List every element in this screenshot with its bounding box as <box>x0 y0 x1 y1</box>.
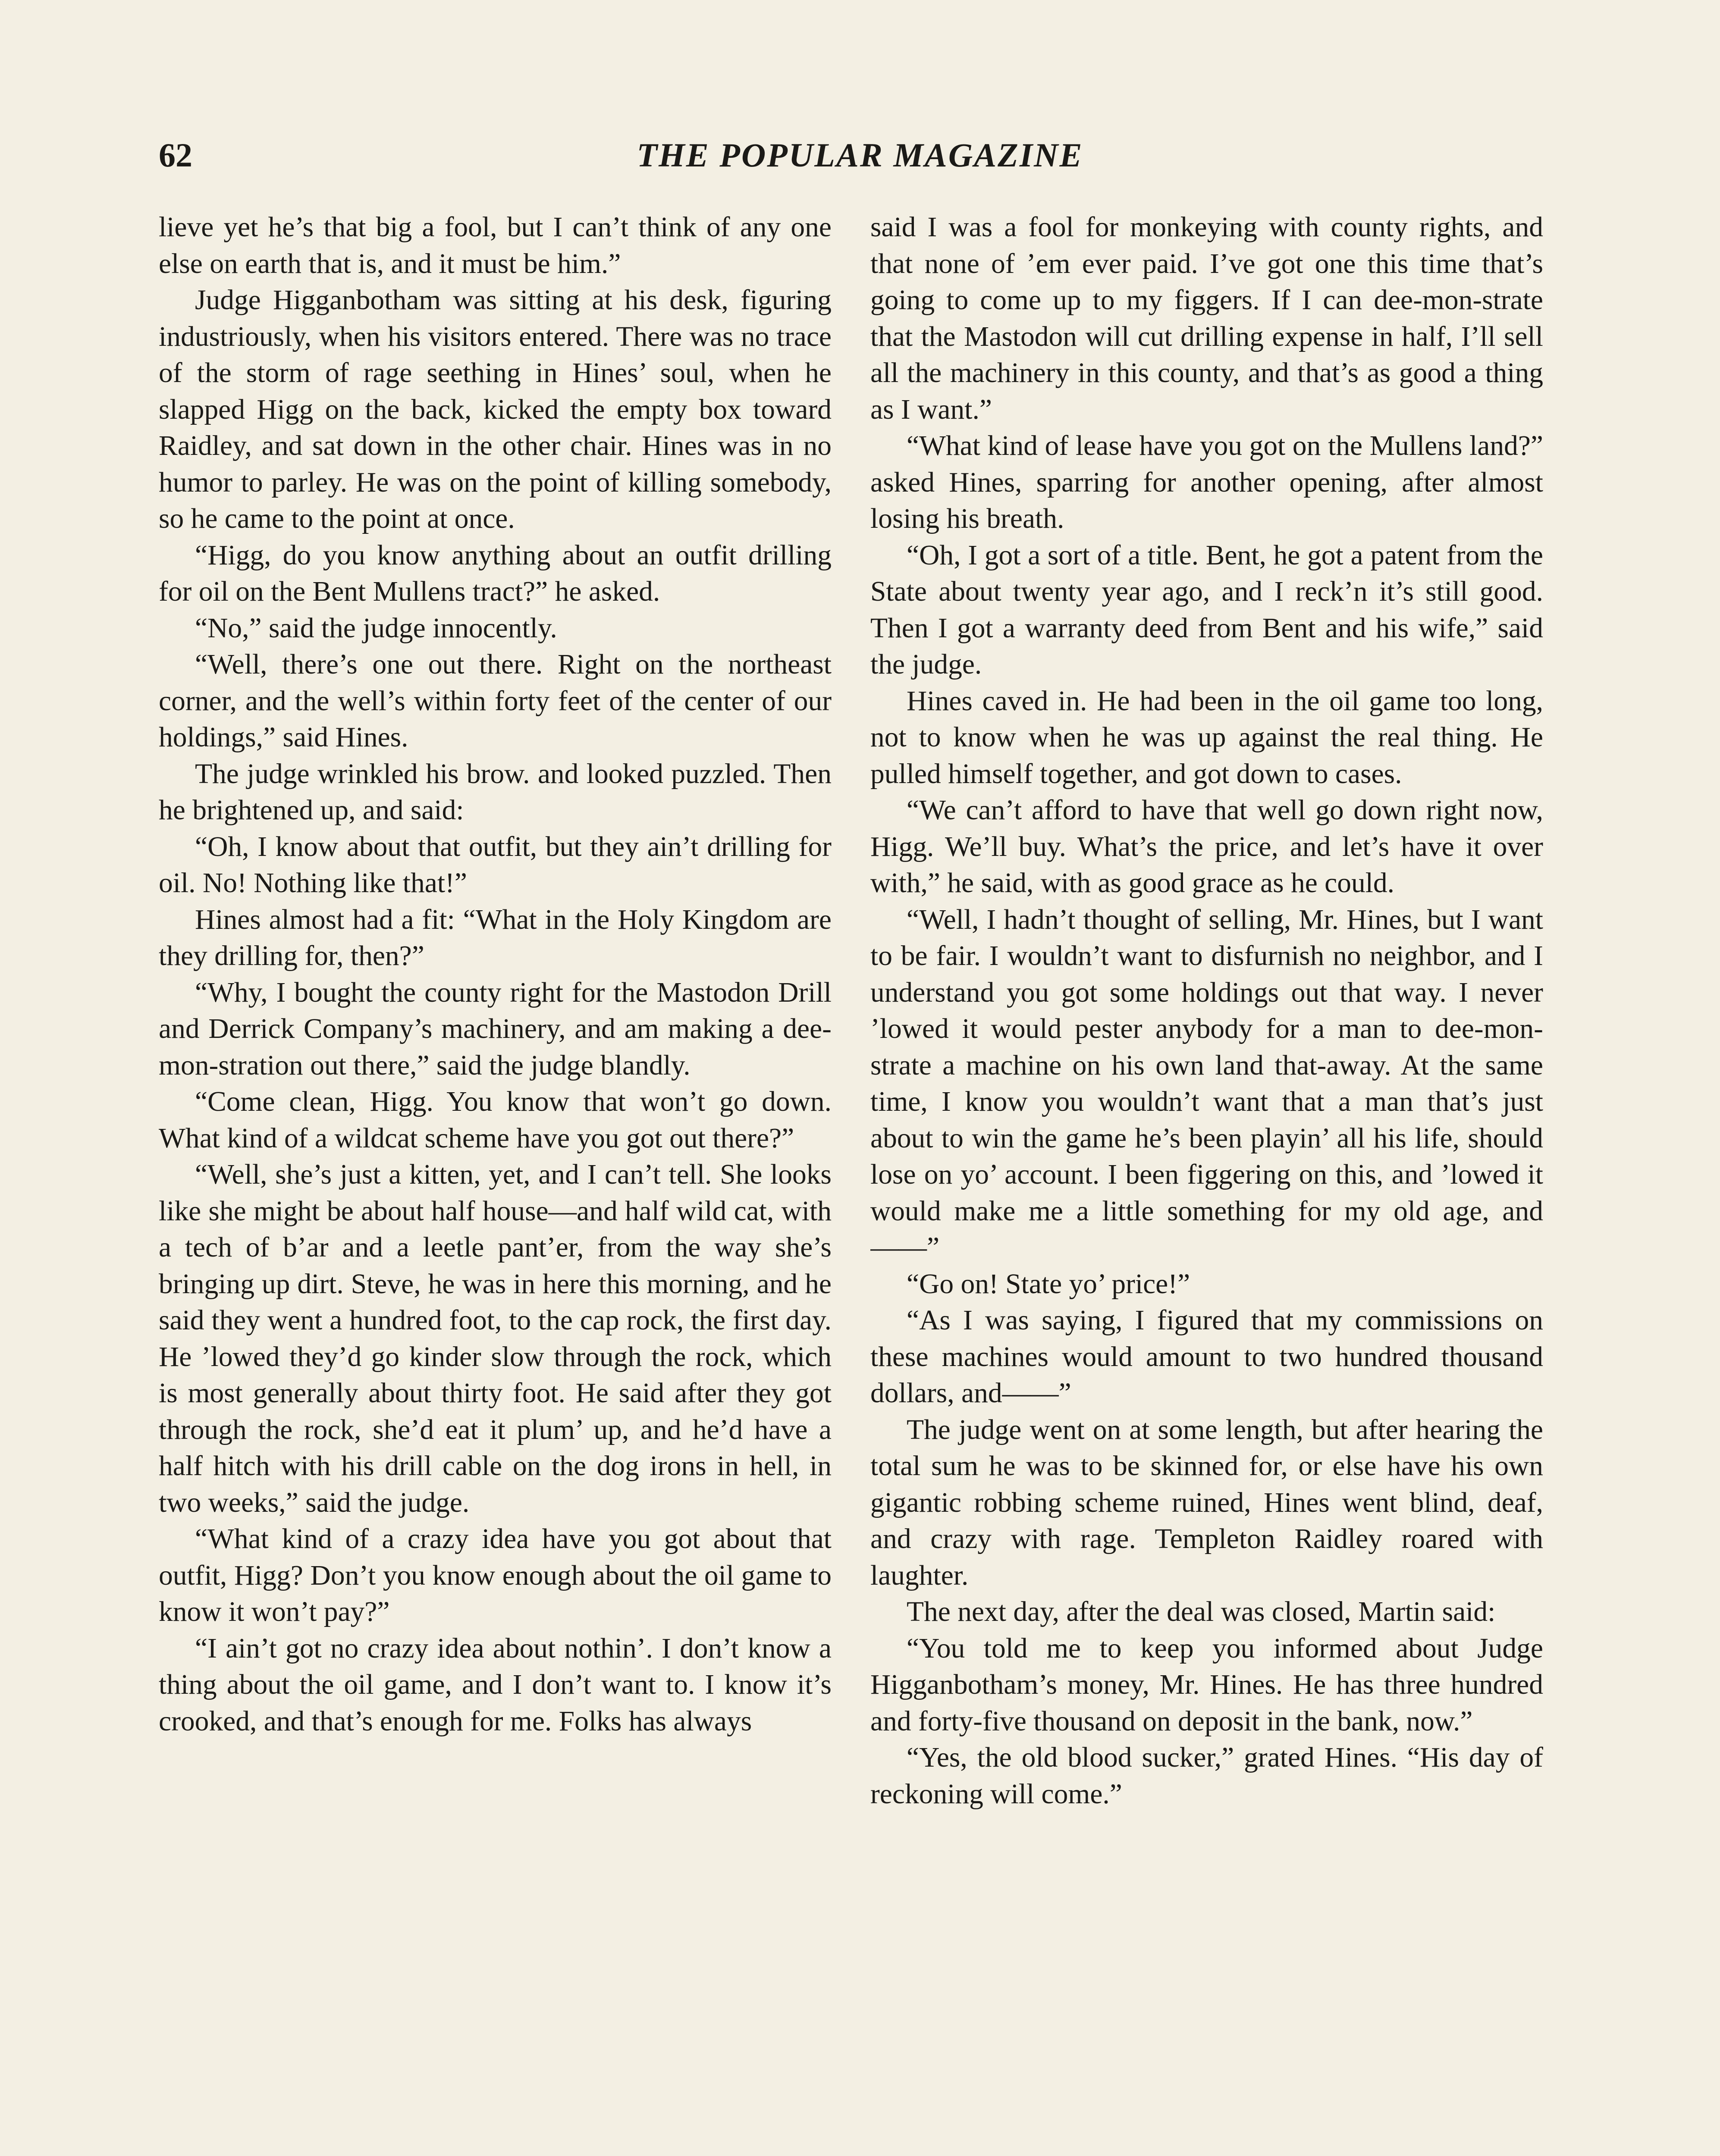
paragraph: “No,” said the judge innocently. <box>195 612 557 644</box>
paragraph: “Yes, the old blood sucker,” grated Hines. “His day of reckoning will come.” <box>870 1742 1543 1810</box>
paragraph: lieve yet he’s that big a fool, but I can’t think of any one else on earth that is, and it must be him.” <box>159 212 832 279</box>
paragraph: “Why, I bought the county right for the Mastodon Drill and Derrick Company’s machinery, and am making a dee-mon-stration out there,” said the judge blandly. <box>159 977 832 1081</box>
paragraph: “Oh, I know about that outfit, but they ain’t drilling for oil. No! Nothing like that!” <box>159 831 832 899</box>
page-header <box>0 129 1720 181</box>
paragraph: “What kind of a crazy idea have you got about that outfit, Higg? Don’t you know enough about the oil game to know it won’t pay?” <box>159 1523 832 1627</box>
right-column <box>870 209 1543 2156</box>
paragraph: “Go on! State yo’ price!” <box>907 1268 1190 1300</box>
paragraph: Hines almost had a fit: “What in the Holy Kingdom are they drilling for, then?” <box>159 904 832 971</box>
paragraph: “Higg, do you know anything about an outfit drilling for oil on the Bent Mullens tract?” he asked. <box>159 539 832 607</box>
paragraph: “You told me to keep you informed about Judge Higganbotham’s money, Mr. Hines. He has three hundred and forty-five thousand on deposit in the bank, now.” <box>870 1633 1543 1737</box>
paragraph: Hines caved in. He had been in the oil game too long, not to know when he was up against the real thing. He pulled himself together, and got down to cases. <box>870 685 1543 790</box>
paragraph: “Well, there’s one out there. Right on the northeast corner, and the well’s within forty feet of the center of our holdings,” said Hines. <box>159 649 832 753</box>
running-title: THE POPULAR MAGAZINE <box>637 136 1083 174</box>
paragraph: “Come clean, Higg. You know that won’t go down. What kind of a wildcat scheme have you got out there?” <box>159 1086 832 1154</box>
paragraph: “I ain’t got no crazy idea about nothin’. I don’t know a thing about the oil game, and I don’t want to. I know it’s crooked, and that’s enough for me. Folks has always <box>159 1633 832 1737</box>
paragraph: Judge Higganbotham was sitting at his desk, figuring industriously, when his visitors entered. There was no trace of the storm of rage seething in Hines’ soul, when he slapped Higg on the back, kicked the empty box toward Raidley, and sat down in the other chair. Hines was in no humor to parley. He was on the point of killing somebody, so he came to the point at once. <box>159 285 832 534</box>
paragraph: “We can’t afford to have that well go down right now, Higg. We’ll buy. What’s the price, and let’s have it over with,” he said, with as good grace as he could. <box>870 795 1543 899</box>
paragraph: said I was a fool for monkeying with county rights, and that none of ’em ever paid. I’ve got one this time that’s going to come up to my figgers. If I can dee-mon-strate that the Mastodon will cut drilling expense in half, I’ll sell all the machinery in this county, and that’s as good a thing as I want.” <box>870 212 1543 425</box>
paragraph: The judge went on at some length, but after hearing the total sum he was to be skinned for, or else have his own gigantic robbing scheme ruined, Hines went blind, deaf, and crazy with rage. Templeton Raidley roared with laughter. <box>870 1414 1543 1591</box>
paragraph: “What kind of lease have you got on the Mullens land?” asked Hines, sparring for another opening, after almost losing his breath. <box>870 430 1543 534</box>
paragraph: “Well, I hadn’t thought of selling, Mr. Hines, but I want to be fair. I wouldn’t want to disfurnish no neighbor, and I understand you got some holdings out that way. I never ’lowed it would pester anybody for a man to dee-mon-strate a machine on his own land that-away. At the same time, I know you wouldn’t want that a man that’s just about to win the game he’s been playin’ all his life, should lose on yo’ account. I been figgering on this, and ’lowed it would make me a little something for my old age, and——” <box>870 904 1543 1263</box>
left-column <box>159 209 832 2156</box>
paragraph: The judge wrinkled his brow. and looked puzzled. Then he brightened up, and said: <box>159 758 832 826</box>
paragraph: “Oh, I got a sort of a title. Bent, he got a patent from the State about twenty year ago, and I reck’n it’s still good. Then I got a warranty deed from Bent and his wife,” said the judge. <box>870 539 1543 680</box>
paragraph: “As I was saying, I figured that my commissions on these machines would amount to two hundred thousand dollars, and——” <box>870 1305 1543 1409</box>
paragraph: “Well, she’s just a kitten, yet, and I can’t tell. She looks like she might be about half house—and half wild cat, with a tech of b’ar and a leetle pant’er, from the way she’s bringing up dirt. Steve, he was in here this morning, and he said they went a hundred foot, to the cap rock, the first day. He ’lowed they’d go kinder slow through the rock, which is most generally about thirty foot. He said after they got through the rock, she’d eat it plum’ up, and he’d have a half hitch with his drill cable on the dog irons in hell, in two weeks,” said the judge. <box>159 1159 832 1518</box>
paragraph: The next day, after the deal was closed, Martin said: <box>907 1596 1496 1627</box>
page-number: 62 <box>159 136 192 174</box>
